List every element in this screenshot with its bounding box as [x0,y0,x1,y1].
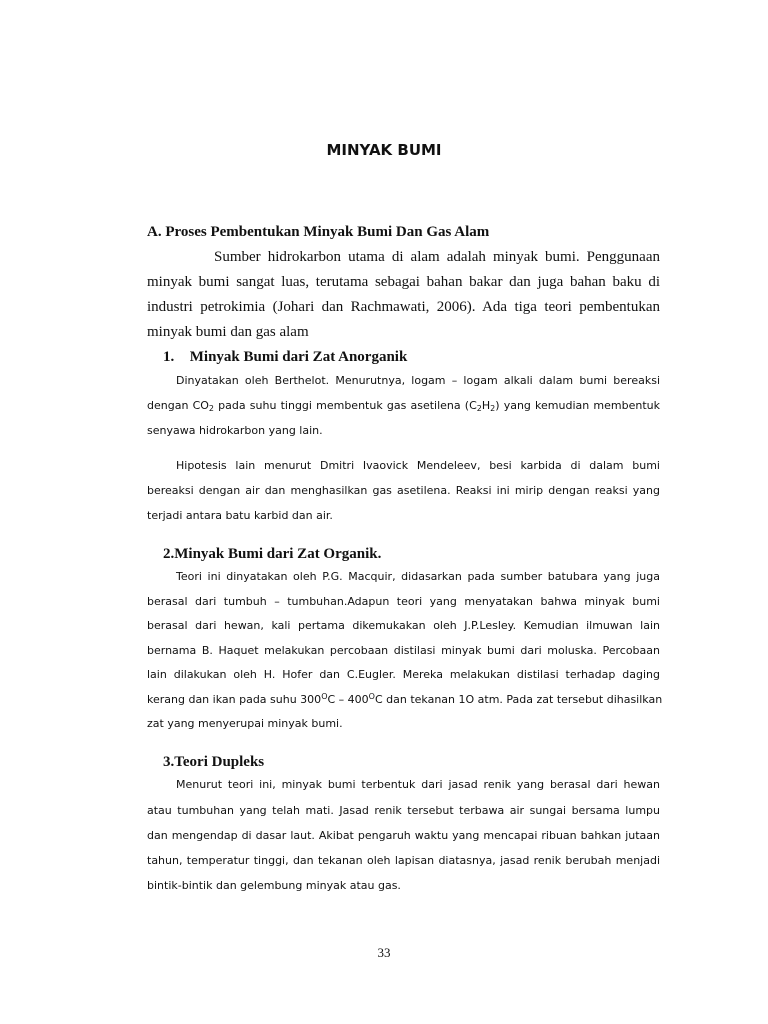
theory-3-line-5: bintik-bintik dan gelembung minyak atau gas. [147,879,401,892]
theory-1-p1-line-1: Dinyatakan oleh Berthelot. Menurutnya, logam – logam alkali dalam bumi bereaksi [176,374,660,387]
theory-2-line-2: berasal dari tumbuh – tumbuhan.Adapun teori yang menyatakan bahwa minyak bumi [147,595,660,608]
page-title: MINYAK BUMI [326,141,442,159]
theory-1-p2-line-2: bereaksi dengan air dan menghasilkan gas asetilena. Reaksi ini mirip dengan reaksi yang [147,484,660,497]
section-a-line-2: minyak bumi sangat luas, terutama sebagai bahan bakar dan juga bahan baku di [147,274,660,290]
theory-2-line-4: bernama B. Haquet melakukan percobaan distilasi minyak bumi dari moluska. Percobaan [147,644,660,657]
theory-2-line-5: lain dilakukan oleh H. Hofer dan C.Eugler. Mereka melakukan distilasi terhadap daging [147,668,660,681]
section-a-heading: A. Proses Pembentukan Minyak Bumi Dan Gas Alam [147,224,490,240]
theory-2-line-6: kerang dan ikan pada suhu $300^OC - 400^OC$ dan tekanan 1O atm. Pada zat tersebut dihasilkan [147,692,663,706]
theory-3-line-2: atau tumbuhan yang telah mati. Jasad renik tersebut terbawa air sungai bersama lumpu [147,804,660,817]
page-number: 33 [377,945,391,960]
section-a-line-4: minyak bumi dan gas alam [147,324,309,340]
theory-3-heading: 3.Teori Dupleks [163,754,265,770]
theory-3-line-1: Menurut teori ini, minyak bumi terbentuk dari jasad renik yang berasal dari hewan [176,778,660,791]
theory-1-p1-line-2: dengan $CO_2$ pada suhu tinggi membentuk gas asetilena $(C_2H_2)$ yang kemudian membentuk [147,399,660,413]
theory-1-title: Minyak Bumi dari Zat Anorganik [189,349,408,365]
theory-1-heading [163,347,407,367]
theory-3-line-3: dan mengendap di dasar laut. Akibat pengaruh waktu yang mencapai ribuan bahkan jutaan [147,829,660,842]
theory-1-p2-line-3: terjadi antara batu karbid dan air. [147,509,333,522]
theory-1-p1-line-3: senyawa hidrokarbon yang lain. [147,424,323,437]
theory-2-heading: 2.Minyak Bumi dari Zat Organik. [163,546,382,562]
section-a-line-1: Sumber hidrokarbon utama di alam adalah minyak bumi. Penggunaan [214,249,660,265]
theory-2-line-3: berasal dari hewan, kali pertama dikemukakan oleh J.P.Lesley. Kemudian ilmuwan lain [147,619,660,632]
section-a-line-3: industri petrokimia (Johari dan Rachmawati, 2006). Ada tiga teori pembentukan [147,299,660,315]
theory-1-p2-line-1: Hipotesis lain menurut Dmitri Ivaovick Mendeleev, besi karbida di dalam bumi [176,459,660,472]
theory-1-number: 1. [163,349,175,365]
theory-2-line-1: Teori ini dinyatakan oleh P.G. Macquir, didasarkan pada sumber batubara yang juga [176,570,660,583]
theory-2-line-7: zat yang menyerupai minyak bumi. [147,717,343,730]
theory-3-line-4: tahun, temperatur tinggi, dan tekanan oleh lapisan diatasnya, jasad renik berubah menjadi [147,854,660,867]
